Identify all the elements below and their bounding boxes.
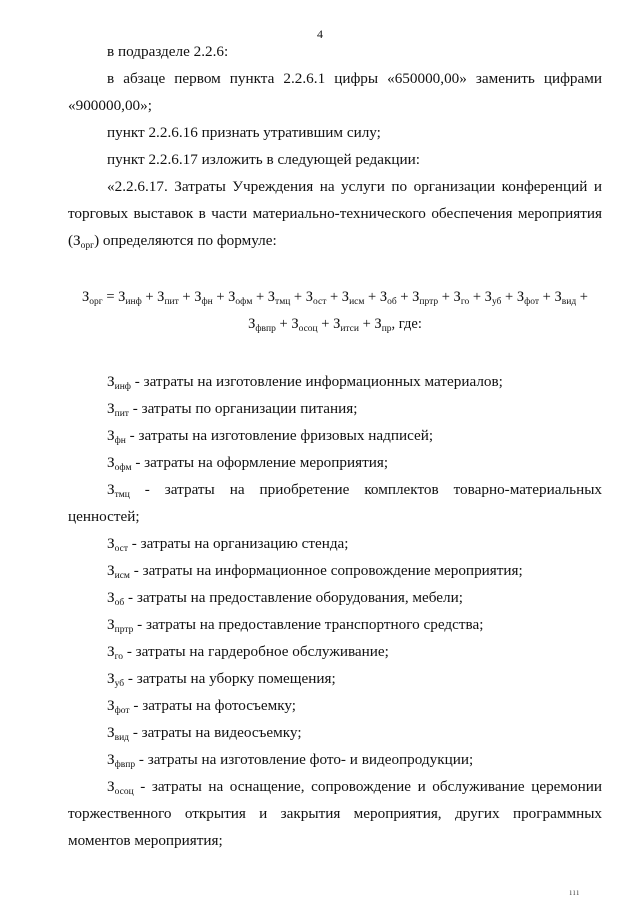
paragraph-new-edition: пункт 2.2.6.17 изложить в следующей редакции:	[107, 151, 420, 168]
definitions-list	[68, 368, 602, 854]
definition-item: $З_{офм}$ - затраты на оформление мероприятия;	[107, 454, 389, 473]
formula-term: $З_{пр}$	[374, 316, 392, 334]
intro-text: «2.2.6.17. Затраты Учреждения на услуги по организации конференций и торговых выставок в части материально-технического обеспечения мероприятия (З	[68, 178, 602, 249]
definition-item: $З_{инф}$ - затраты на изготовление информационных материалов;	[107, 373, 503, 392]
formula-term: $З_{осоц}$	[291, 316, 318, 334]
definition-item: $З_{уб}$ - затраты на уборку помещения;	[107, 670, 336, 689]
definition-item: $З_{фвпр}$ - затраты на изготовление фото- и видеопродукции;	[107, 751, 474, 770]
definition-item: $З_{пртр}$ - затраты на предоставление транспортного средства;	[107, 616, 484, 635]
formula-term: $З_{го}$	[453, 289, 470, 307]
definition-item: $З_{пит}$ - затраты по организации питания;	[107, 400, 358, 419]
page-number: 4	[317, 27, 323, 41]
cost-formula: $З_{орг} = З_{инф} + З_{пит} + З_{фн} + З_{офм} + З_{тмц} + З_{ост} + З_{исм} + З_{об} + З_{пртр} + З_{го} + З_{уб} + З_{фот} + З_{вид}$ + $З_{фвпр} + З_{осоц} + З_{итси} + З_{пр}$, где:	[68, 284, 602, 338]
intro-text-end: ) определяются по формуле:	[94, 232, 277, 249]
definition-item: $З_{фн}$ - затраты на изготовление фризовых надписей;	[107, 427, 434, 446]
formula-term: $З_{пртр}$	[412, 289, 439, 307]
paragraph-subsection: в подразделе 2.2.6:	[107, 43, 229, 60]
corner-mark: ııı	[569, 887, 580, 897]
definition-item: $З_{го}$ - затраты на гардеробное обслуживание;	[107, 643, 389, 662]
formula-term: $З_{исм}$	[341, 289, 365, 307]
definition-item: $З_{тмц}$ - затраты на приобретение комплектов товарно-материальных ценностей;	[68, 481, 602, 525]
formula-term: $З_{об}$	[379, 289, 397, 307]
document-body	[68, 38, 602, 854]
definition-item: $З_{фот}$ - затраты на фотосъемку;	[107, 697, 296, 716]
formula-term: $З_{фвпр}$	[248, 316, 276, 334]
formula-term: $З_{итси}$	[333, 316, 359, 334]
definition-item: $З_{осоц}$ - затраты на оснащение, сопровождение и обслуживание церемонии торжественного открытия и закрытия мероприятия, других программных моментов мероприятия;	[68, 778, 602, 849]
formula-term: $З_{инф}$	[118, 289, 142, 307]
formula-term: $З_{фн}$	[194, 289, 213, 307]
definition-item: $З_{исм}$ - затраты на информационное сопровождение мероприятия;	[107, 562, 523, 581]
formula-term: $З_{ост}$	[305, 289, 327, 307]
formula-term: $З_{фот}$	[516, 289, 540, 307]
paragraph-replace-figures: в абзаце первом пункта 2.2.6.1 цифры «650000,00» заменить цифрами «900000,00»;	[68, 70, 602, 114]
paragraph-costs-intro	[68, 173, 602, 254]
definition-item: $З_{об}$ - затраты на предоставление оборудования, мебели;	[107, 589, 463, 608]
formula-term: $З_{офм}$	[228, 289, 253, 307]
definition-item: $З_{вид}$ - затраты на видеосъемку;	[107, 724, 302, 743]
intro-subscript: орг	[80, 241, 95, 251]
formula-line-2: $З_{фвпр} + З_{осоц} + З_{итси} + З_{пр}$, где:	[248, 316, 422, 334]
formula-term: $З_{вид}$	[554, 289, 577, 307]
formula-term: $З_{уб}$	[484, 289, 502, 307]
formula-term: $З_{тмц}$	[267, 289, 291, 307]
formula-term: $З_{пит}$	[157, 289, 179, 307]
formula-term: $З_{орг}$	[82, 289, 103, 307]
definition-item: $З_{ост}$ - затраты на организацию стенда;	[107, 535, 349, 554]
paragraph-void-clause: пункт 2.2.6.16 признать утратившим силу;	[107, 124, 381, 141]
